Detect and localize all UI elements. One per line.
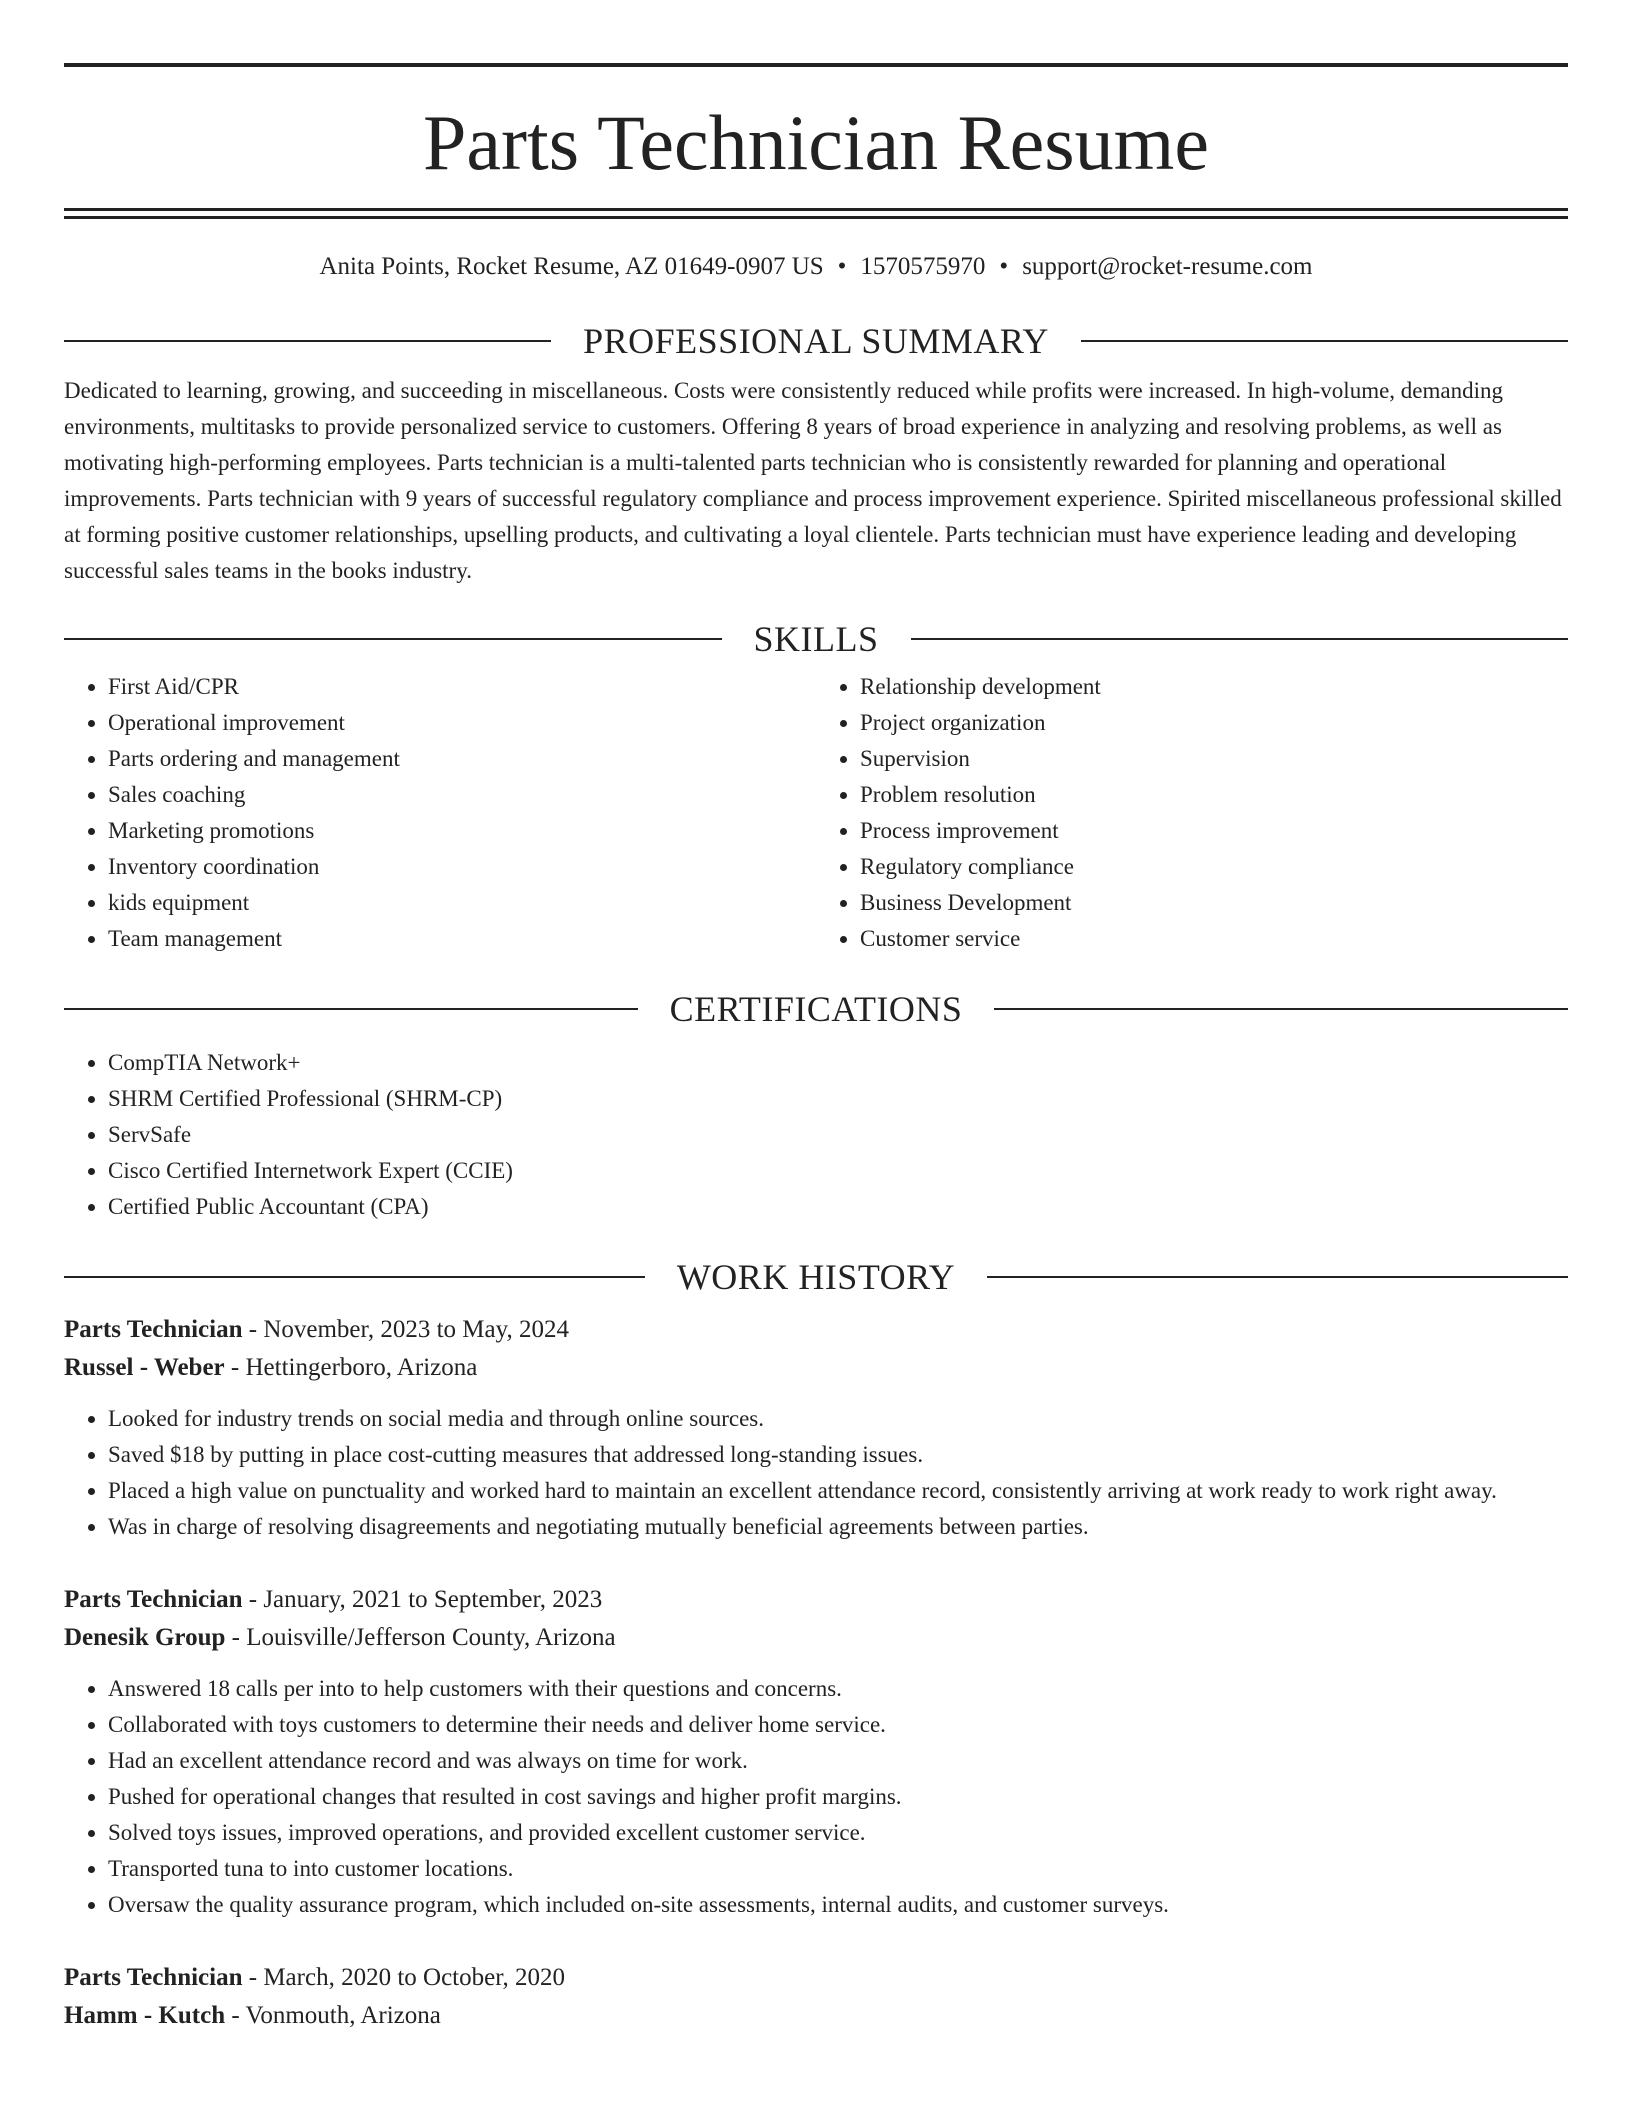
skill-item: • Customer service	[860, 921, 1568, 957]
skill-item: • Process improvement	[860, 813, 1568, 849]
skill-item: • Business Development	[860, 885, 1568, 921]
job-duty-item: • Oversaw the quality assurance program, which included on-site assessments, internal audits, and customer surveys.	[108, 1887, 1568, 1923]
job-title: Parts Technician	[64, 1964, 243, 1991]
job-title-line	[64, 1581, 1568, 1619]
job-entry	[64, 1311, 1568, 1545]
skill-item: • Sales coaching	[108, 777, 816, 813]
certifications-heading-label: CERTIFICATIONS	[669, 989, 963, 1029]
job-duties-list	[64, 1401, 1568, 1545]
resume-title: Parts Technician Resume	[423, 99, 1209, 186]
skill-item: • Marketing promotions	[108, 813, 816, 849]
work-heading-label: WORK HISTORY	[676, 1257, 956, 1297]
certification-item: • Certified Public Accountant (CPA)	[108, 1189, 1568, 1225]
company-name: Hamm - Kutch	[64, 2002, 226, 2029]
skill-item: • Supervision	[860, 741, 1568, 777]
certifications-heading	[64, 987, 1568, 1031]
company-location: - Vonmouth, Arizona	[225, 2002, 441, 2029]
certification-item: • ServSafe	[108, 1117, 1568, 1153]
job-title: Parts Technician	[64, 1586, 243, 1613]
contact-phone: 1570575970	[860, 253, 986, 280]
job-title: Parts Technician	[64, 1316, 243, 1343]
company-line	[64, 1997, 1568, 2035]
job-duty-item: • Pushed for operational changes that resulted in cost savings and higher profit margins.	[108, 1779, 1568, 1815]
skill-item: • Team management	[108, 921, 816, 957]
company-name: Denesik Group	[64, 1624, 226, 1651]
job-title-line	[64, 1959, 1568, 1997]
company-line	[64, 1349, 1568, 1387]
work-heading	[64, 1255, 1568, 1299]
certification-item: • SHRM Certified Professional (SHRM-CP)	[108, 1081, 1568, 1117]
company-name: Russel - Weber	[64, 1354, 225, 1381]
certification-item: • CompTIA Network+	[108, 1045, 1568, 1081]
heading-rule	[987, 1276, 1568, 1278]
skills-list	[64, 669, 1568, 957]
title-double-rule	[64, 208, 1568, 219]
skill-item: • Relationship development	[860, 669, 1568, 705]
skill-item: • Project organization	[860, 705, 1568, 741]
job-dates: - January, 2021 to September, 2023	[242, 1586, 603, 1613]
job-duty-item: • Looked for industry trends on social media and through online sources.	[108, 1401, 1568, 1437]
job-duty-item: • Collaborated with toys customers to determine their needs and deliver home service.	[108, 1707, 1568, 1743]
company-location: - Hettingerboro, Arizona	[224, 1354, 478, 1381]
title-block	[64, 67, 1568, 208]
job-title-line	[64, 1311, 1568, 1349]
job-duty-item: • Transported tuna to into customer locations.	[108, 1851, 1568, 1887]
job-duty-item: • Solved toys issues, improved operations, and provided excellent customer service.	[108, 1815, 1568, 1851]
job-duty-item: • Was in charge of resolving disagreements and negotiating mutually beneficial agreements between parties.	[108, 1509, 1568, 1545]
summary-text: Dedicated to learning, growing, and succeeding in miscellaneous. Costs were consistently reduced while profits were increased. In high-volume, demanding environments, multitasks to provide personalized service to customers. Offering 8 years of broad experience in analyzing and resolving problems, as well as motivating high-performing employees. Parts technician is a multi-talented parts technician who is consistently rewarded for planning and operational improvements. Parts technician with 9 years of successful regulatory compliance and process improvement experience. Spirited miscellaneous professional skilled at forming positive customer relationships, upselling products, and cultivating a loyal clientele. Parts technician must have experience leading and developing successful sales teams in the books industry.	[64, 378, 1562, 583]
contact-separator: •	[837, 253, 847, 280]
company-line	[64, 1619, 1568, 1657]
resume-page	[64, 0, 1568, 2035]
contact-address: Anita Points, Rocket Resume, AZ 01649-0907 US	[319, 253, 824, 280]
job-dates: - March, 2020 to October, 2020	[242, 1964, 566, 1991]
contact-email: support@rocket-resume.com	[1022, 253, 1313, 280]
skill-item: • Parts ordering and management	[108, 741, 816, 777]
contact-separator: •	[999, 253, 1009, 280]
heading-rule	[64, 1276, 645, 1278]
heading-rule	[911, 638, 1569, 640]
job-entry	[64, 1581, 1568, 1923]
skill-item: • Inventory coordination	[108, 849, 816, 885]
skills-heading	[64, 617, 1568, 661]
summary-heading-label: PROFESSIONAL SUMMARY	[583, 321, 1049, 361]
company-location: - Louisville/Jefferson County, Arizona	[225, 1624, 616, 1651]
job-duty-item: • Saved $18 by putting in place cost-cutting measures that addressed long-standing issues.	[108, 1437, 1568, 1473]
certifications-list	[64, 1045, 1568, 1225]
skill-item: • Problem resolution	[860, 777, 1568, 813]
skills-right-column	[816, 669, 1568, 957]
certification-item: • Cisco Certified Internetwork Expert (CCIE)	[108, 1153, 1568, 1189]
skill-item: • Operational improvement	[108, 705, 816, 741]
heading-rule	[64, 340, 551, 342]
skills-left-column	[64, 669, 816, 957]
skill-item: • kids equipment	[108, 885, 816, 921]
heading-rule	[1081, 340, 1568, 342]
job-dates: - November, 2023 to May, 2024	[242, 1316, 569, 1343]
contact-line	[64, 251, 1568, 283]
heading-rule	[64, 1008, 638, 1010]
job-entry	[64, 1959, 1568, 2035]
skills-heading-label: SKILLS	[753, 619, 879, 659]
skill-item: • Regulatory compliance	[860, 849, 1568, 885]
job-duty-item: • Had an excellent attendance record and was always on time for work.	[108, 1743, 1568, 1779]
heading-rule	[64, 638, 722, 640]
job-duty-item: • Placed a high value on punctuality and worked hard to maintain an excellent attendance record, consistently arriving at work ready to work right away.	[108, 1473, 1568, 1509]
work-history-list	[64, 1311, 1568, 2035]
summary-heading	[64, 319, 1568, 363]
skill-item: • First Aid/CPR	[108, 669, 816, 705]
heading-rule	[994, 1008, 1568, 1010]
job-duty-item: • Answered 18 calls per into to help customers with their questions and concerns.	[108, 1671, 1568, 1707]
job-duties-list	[64, 1671, 1568, 1923]
